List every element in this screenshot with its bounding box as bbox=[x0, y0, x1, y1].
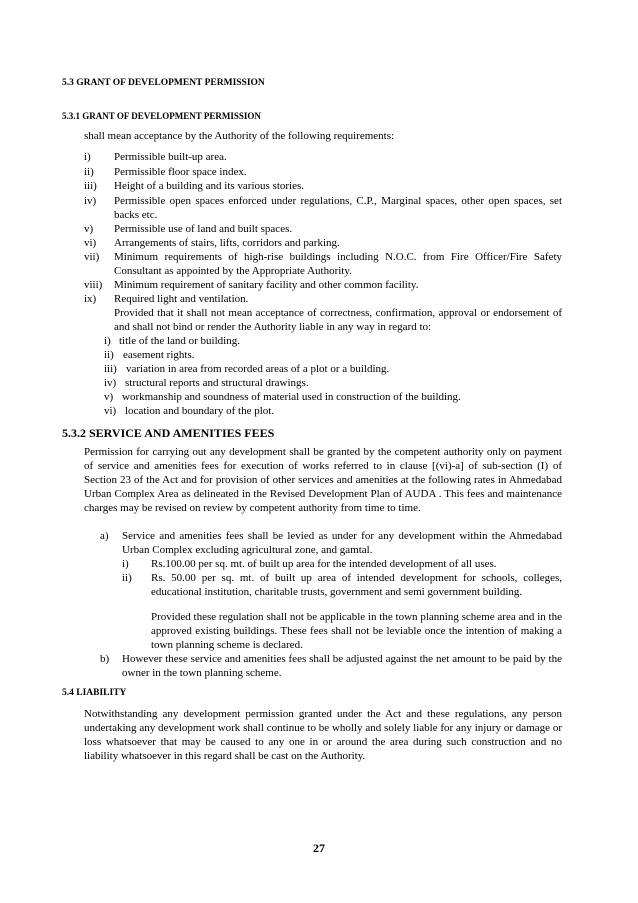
list-item-text: title of the land or building. bbox=[119, 335, 240, 347]
list-item-a bbox=[100, 529, 562, 557]
list-item-number: v) bbox=[104, 391, 114, 403]
liability-paragraph: Notwithstanding any development permission granted under the Act and these regulations, any person undertaking any development work shall continue to be wholly and solely liable for any injury or damage or loss whatsoever that may be caused to any one in or around the area during such construction and no liability whatsoever in this regard shall be cast on the Authority. bbox=[84, 708, 562, 762]
section-intro: shall mean acceptance by the Authority of the following requirements: bbox=[84, 130, 395, 142]
list-item-text: location and boundary of the plot. bbox=[125, 405, 275, 417]
list-item bbox=[84, 179, 562, 193]
rate-item bbox=[122, 557, 562, 571]
list-item-number: i) bbox=[84, 151, 91, 163]
list-item-text: Required light and ventilation. bbox=[114, 293, 249, 305]
list-item bbox=[84, 222, 562, 236]
list-item-number: ii) bbox=[122, 572, 132, 584]
list-item bbox=[84, 278, 562, 292]
list-item bbox=[84, 250, 562, 278]
list-item-text: Minimum requirements of high-rise buildings including N.O.C. from Fire Officer/Fire Safety Consultant as appointed by the Appropriate Authority. bbox=[114, 251, 562, 277]
list-item-number: a) bbox=[100, 530, 109, 542]
list-item-text: Rs. 50.00 per sq. mt. of built up area of intended development for schools, colleges, educational institution, charitable trusts, government and semi government building. bbox=[151, 572, 562, 598]
list-item bbox=[84, 194, 562, 222]
list-item-number: vii) bbox=[84, 251, 100, 263]
section-heading-5-3-2: 5.3.2 SERVICE AND AMENITIES FEES bbox=[62, 426, 275, 440]
page-number: 27 bbox=[313, 841, 325, 855]
list-item bbox=[84, 236, 562, 250]
list-item-text: Permissible open spaces enforced under regulations, C.P., Marginal spaces, other open spaces, set backs etc. bbox=[114, 195, 562, 221]
list-item-number: vi) bbox=[84, 237, 97, 249]
list-item-number: viii) bbox=[84, 279, 103, 291]
list-item bbox=[104, 348, 554, 362]
list-item bbox=[84, 292, 562, 306]
rate-item bbox=[122, 571, 562, 599]
list-item-number: iv) bbox=[104, 377, 117, 389]
list-item-number: ii) bbox=[84, 166, 94, 178]
list-item-text: variation in area from recorded areas of a plot or a building. bbox=[126, 363, 390, 375]
list-item-text: Rs.100.00 per sq. mt. of built up area for the intended development of all uses. bbox=[151, 558, 497, 570]
list-item-text: workmanship and soundness of material used in construction of the building. bbox=[122, 391, 461, 403]
list-item bbox=[104, 390, 554, 404]
list-item-text: Permissible use of land and built spaces. bbox=[114, 223, 293, 235]
list-item-text: Minimum requirement of sanitary facility and other common facility. bbox=[114, 279, 419, 291]
proviso-text: Provided that it shall not mean acceptance of correctness, confirmation, approval or endorsement of and shall not bind or render the Authority liable in any way in regard to: bbox=[114, 307, 562, 333]
list-item bbox=[104, 362, 554, 376]
list-item-number: i) bbox=[122, 558, 129, 570]
list-item-number: ix) bbox=[84, 293, 97, 305]
list-item-number: ii) bbox=[104, 349, 114, 361]
fees-paragraph: Permission for carrying out any development shall be granted by the competent authority only on payment of service and amenities fees for execution of works referred to in clause [(vi)-a] of sub-section (I) of Section 23 of the Act and for provision of other services and amenities at the following rates in Ahmedabad Urban Complex Area as delineated in the Revised Development Plan of AUDA . This fees and maintenance charges may be revised on review by competent authority from time to time. bbox=[84, 446, 562, 514]
list-item-number: i) bbox=[104, 335, 111, 347]
section-heading-5-3: 5.3 GRANT OF DEVELOPMENT PERMISSION bbox=[62, 78, 265, 88]
fees-proviso: Provided these regulation shall not be applicable in the town planning scheme area and in the approved existing buildings. These fees shall not be leviable once the intention of making a town planning scheme is declared. bbox=[151, 611, 562, 651]
list-item-text: Permissible floor space index. bbox=[114, 166, 247, 178]
list-item bbox=[104, 334, 554, 348]
section-heading-5-4: 5.4 LIABILITY bbox=[62, 688, 127, 698]
list-item-text: Height of a building and its various stories. bbox=[114, 180, 305, 192]
section-heading-5-3-1: 5.3.1 GRANT OF DEVELOPMENT PERMISSION bbox=[62, 111, 261, 121]
list-item-text: Arrangements of stairs, lifts, corridors and parking. bbox=[114, 237, 340, 249]
list-item bbox=[84, 150, 562, 164]
list-item-b bbox=[100, 652, 562, 680]
list-item-number: iii) bbox=[84, 180, 97, 192]
list-item bbox=[104, 376, 554, 390]
list-item-text: Permissible built-up area. bbox=[114, 151, 227, 163]
list-item-number: vi) bbox=[104, 405, 117, 417]
list-item bbox=[104, 404, 554, 418]
list-item-number: iv) bbox=[84, 195, 97, 207]
list-item-text: Service and amenities fees shall be levied as under for any development within the Ahmedabad Urban Complex excluding agricultural zone, and gamtal. bbox=[122, 530, 562, 556]
list-item-number: b) bbox=[100, 653, 110, 665]
list-item bbox=[84, 165, 562, 179]
list-item-text: However these service and amenities fees shall be adjusted against the net amount to be paid by the owner in the town planning scheme. bbox=[122, 653, 562, 679]
list-item-number: v) bbox=[84, 223, 94, 235]
list-item-text: structural reports and structural drawings. bbox=[125, 377, 309, 389]
list-item-number: iii) bbox=[104, 363, 117, 375]
list-item-text: easement rights. bbox=[123, 349, 195, 361]
